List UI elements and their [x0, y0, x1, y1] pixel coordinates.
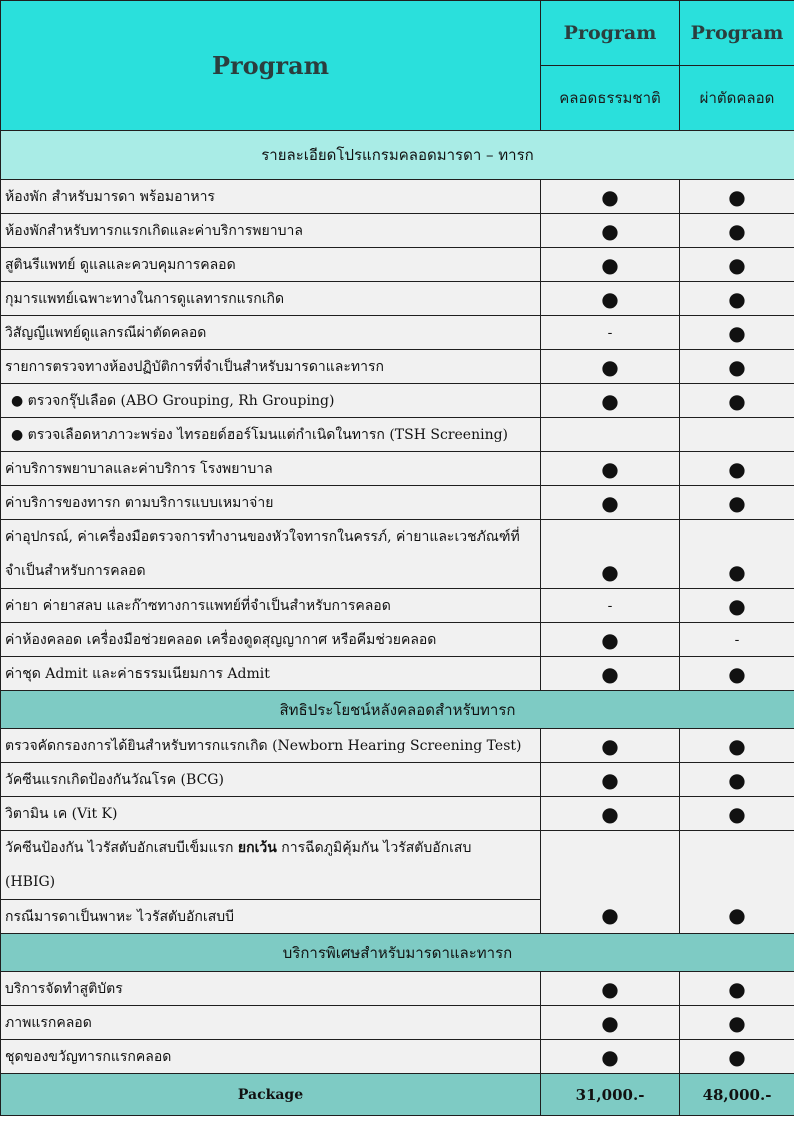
header-col1-subtitle: คลอดธรรมชาติ — [541, 66, 680, 131]
row-label: ห้องพักสำหรับทารกแรกเกิดและค่าบริการพยาบาล — [1, 214, 541, 248]
table-row — [1, 1040, 794, 1074]
check-mark: ● — [680, 763, 794, 797]
row-label-line2: จำเป็นสำหรับการคลอด — [5, 563, 146, 579]
header-col1-title: Program — [541, 1, 680, 66]
check-mark: ● — [541, 763, 680, 797]
check-mark: ● — [680, 972, 794, 1006]
table-row — [1, 214, 794, 248]
table-row — [1, 316, 794, 350]
check-mark: ● — [541, 180, 680, 214]
section-title: สิทธิประโยชน์หลังคลอดสำหรับทารก — [1, 691, 794, 729]
row-label: ค่ายา ค่ายาสลบ และก๊าซทางการแพทย์ที่จำเป็นสำหรับการคลอด — [1, 589, 541, 623]
check-mark: ● — [680, 520, 794, 589]
header-col2-subtitle: ผ่าตัดคลอด — [680, 66, 794, 131]
section-title: รายละเอียดโปรแกรมคลอดมารดา – ทารก — [1, 131, 794, 180]
check-mark: ● — [541, 972, 680, 1006]
package-label: Package — [1, 1074, 541, 1116]
row-label-line1 — [5, 831, 540, 865]
check-mark: ● — [541, 657, 680, 691]
header-col2-title: Program — [680, 1, 794, 66]
row-label: สูตินรีแพทย์ ดูแลและควบคุมการคลอด — [1, 248, 541, 282]
check-mark: ● — [680, 1006, 794, 1040]
row-label: ● ตรวจเลือดหาภาวะพร่อง ไทรอยด์ฮอร์โมนแต่กำเนิดในทารก (TSH Screening) — [1, 418, 541, 452]
table-row — [1, 763, 794, 797]
dash-mark: - — [541, 316, 680, 350]
table-row — [1, 418, 794, 452]
table-row — [1, 831, 794, 900]
check-mark: ● — [541, 248, 680, 282]
check-mark — [541, 418, 680, 452]
check-mark: ● — [541, 520, 680, 589]
table-row — [1, 248, 794, 282]
table-row — [1, 452, 794, 486]
check-mark: ● — [680, 452, 794, 486]
check-mark: ● — [680, 797, 794, 831]
row-label: กุมารแพทย์เฉพาะทางในการดูแลทารกแรกเกิด — [1, 282, 541, 316]
row-label: กรณีมารดาเป็นพาหะ ไวรัสตับอักเสบบี — [1, 900, 541, 934]
row-label: บริการจัดทำสูติบัตร — [1, 972, 541, 1006]
check-mark: ● — [680, 486, 794, 520]
package-row — [1, 1074, 794, 1116]
check-mark: ● — [680, 831, 794, 934]
check-mark: ● — [541, 623, 680, 657]
table-row — [1, 589, 794, 623]
table-row — [1, 797, 794, 831]
table-row — [1, 384, 794, 418]
check-mark: ● — [680, 214, 794, 248]
row-label: ค่าห้องคลอด เครื่องมือช่วยคลอด เครื่องดูดสุญญากาศ หรือคีมช่วยคลอด — [1, 623, 541, 657]
table-row — [1, 972, 794, 1006]
dash-mark: - — [541, 589, 680, 623]
table-row — [1, 729, 794, 763]
row-label: ค่าชุด Admit และค่าธรรมเนียมการ Admit — [1, 657, 541, 691]
row-label — [1, 520, 541, 589]
check-mark: ● — [541, 1006, 680, 1040]
check-mark: ● — [541, 1040, 680, 1074]
row-label — [1, 831, 541, 900]
table-row — [1, 657, 794, 691]
check-mark: ● — [680, 282, 794, 316]
header-program: Program — [1, 1, 541, 131]
check-mark: ● — [680, 316, 794, 350]
row-label: ตรวจคัดกรองการได้ยินสำหรับทารกแรกเกิด (Newborn Hearing Screening Test) — [1, 729, 541, 763]
section-title: บริการพิเศษสำหรับมารดาและทารก — [1, 934, 794, 972]
check-mark: ● — [680, 384, 794, 418]
row-label: ห้องพัก สำหรับมารดา พร้อมอาหาร — [1, 180, 541, 214]
check-mark: ● — [680, 350, 794, 384]
row-label: วัคซีนแรกเกิดป้องกันวัณโรค (BCG) — [1, 763, 541, 797]
check-mark: ● — [541, 831, 680, 934]
dash-mark: - — [680, 623, 794, 657]
row-label: ชุดของขวัญทารกแรกคลอด — [1, 1040, 541, 1074]
row-label: รายการตรวจทางห้องปฏิบัติการที่จำเป็นสำหรับมารดาและทารก — [1, 350, 541, 384]
table-row — [1, 623, 794, 657]
row-label-bold: ยกเว้น — [237, 840, 277, 856]
table-row — [1, 180, 794, 214]
package-price-natural: 31,000.- — [541, 1074, 680, 1116]
check-mark: ● — [680, 180, 794, 214]
check-mark: ● — [541, 214, 680, 248]
check-mark: ● — [680, 248, 794, 282]
table-row — [1, 520, 794, 589]
package-price-cesarean: 48,000.- — [680, 1074, 794, 1116]
check-mark: ● — [541, 486, 680, 520]
row-label: ● ตรวจกรุ๊ปเลือด (ABO Grouping, Rh Grouping) — [1, 384, 541, 418]
check-mark: ● — [541, 282, 680, 316]
check-mark: ● — [541, 350, 680, 384]
check-mark: ● — [680, 729, 794, 763]
table-row — [1, 350, 794, 384]
check-mark: ● — [541, 384, 680, 418]
check-mark: ● — [541, 797, 680, 831]
check-mark: ● — [680, 1040, 794, 1074]
row-label: ค่าบริการพยาบาลและค่าบริการ โรงพยาบาล — [1, 452, 541, 486]
row-label-tail: การฉีดภูมิคุ้มกัน ไวรัสตับอักเสบ — [276, 840, 472, 856]
check-mark: ● — [680, 589, 794, 623]
check-mark — [680, 418, 794, 452]
row-label-line1: ค่าอุปกรณ์, ค่าเครื่องมือตรวจการทำงานของหัวใจทารกในครรภ์, ค่ายาและเวชภัณฑ์ที่ — [5, 529, 520, 545]
row-label: วิสัญญีแพทย์ดูแลกรณีผ่าตัดคลอด — [1, 316, 541, 350]
table-row — [1, 282, 794, 316]
table-row — [1, 1006, 794, 1040]
table-row — [1, 486, 794, 520]
row-label: วิตามิน เค (Vit K) — [1, 797, 541, 831]
check-mark: ● — [541, 729, 680, 763]
row-label: ภาพแรกคลอด — [1, 1006, 541, 1040]
row-label-line2: (HBIG) — [5, 874, 56, 890]
check-mark: ● — [541, 452, 680, 486]
row-label-text: วัคซีนป้องกัน ไวรัสตับอักเสบบีเข็มแรก — [5, 840, 238, 856]
row-label: ค่าบริการของทารก ตามบริการแบบเหมาจ่าย — [1, 486, 541, 520]
check-mark: ● — [680, 657, 794, 691]
